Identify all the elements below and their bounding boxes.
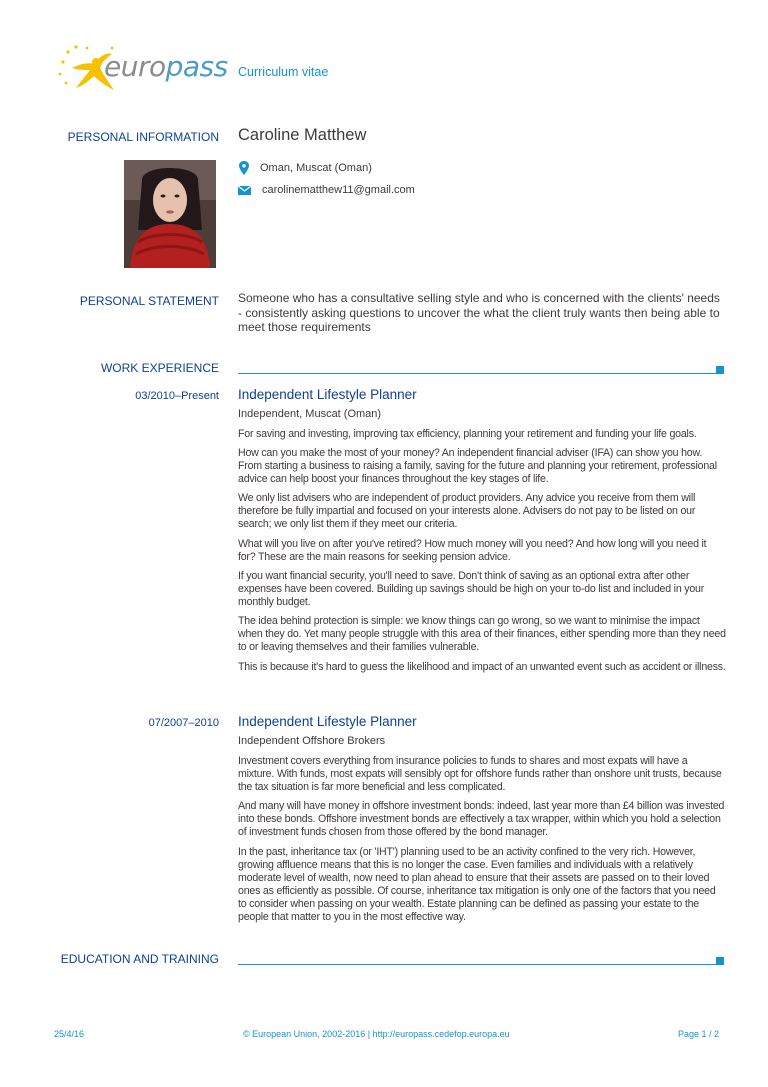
personal-information-label: PERSONAL INFORMATION — [67, 130, 219, 144]
job-description-paragraph: And many will have money in offshore investment bonds: indeed, last year more than £4 billion was invested into these bonds. Offshore investment bonds are effectively a tax wrapper, within which you hold a selection of investment funds chosen from those offered by the bond manager. — [238, 800, 725, 838]
personal-statement-text: Someone who has a consultative selling style and who is concerned with the clients' needs - consistently asking questions to uncover the what the client truly wants then being able to meet those requirements — [238, 291, 720, 334]
education-training-label: EDUCATION AND TRAINING — [60, 952, 219, 966]
email-envelope-icon — [238, 183, 254, 197]
section-divider — [238, 964, 716, 965]
job-description-paragraph: What will you live on after you've retired? How much money will you need? And how long will you need it for? These are the main reasons for seeking pension advice. — [238, 538, 707, 563]
email-link[interactable]: carolinematthew11@gmail.com — [262, 184, 415, 196]
footer-copyright[interactable]: © European Union, 2002-2016 | http://europass.cedefop.europa.eu — [243, 1029, 510, 1039]
job-description-paragraph: The idea behind protection is simple: we know things can go wrong, so we want to minimise the impact when they do. Yet many people struggle with this area of their finances, either spending more than they need to or leaving themselves and their families vulnerable. — [238, 615, 726, 653]
job-description-paragraph: Investment covers everything from insurance policies to funds to shares and most expats will have a mixture. With funds, most expats will sensibly opt for offshore funds rather than onshore unit trusts, because the tax situation is far more beneficial and less complicated. — [238, 755, 722, 793]
job-description-paragraph: We only list advisers who are independent of product providers. Any advice you receive from them will therefore be fully impartial and focused on your interests alone. Advisers do not pay to be listed on our search; we only list them if they meet our criteria. — [238, 492, 696, 530]
location-row — [238, 161, 372, 175]
job-date: 07/2007–2010 — [148, 717, 219, 729]
document-type: Curriculum vitae — [238, 65, 329, 79]
location-text: Oman, Muscat (Oman) — [260, 162, 372, 174]
location-pin-icon — [238, 161, 254, 175]
work-experience-label: WORK EXPERIENCE — [100, 361, 219, 375]
job-title: Independent Lifestyle Planner — [238, 387, 417, 402]
footer-page-number: Page 1 / 2 — [678, 1029, 720, 1039]
personal-statement-label: PERSONAL STATEMENT — [79, 294, 219, 308]
job-description-paragraph: If you want financial security, you'll need to save. Don't think of saving as an optional extra after other expenses have been covered. Building up savings should be high on your to-do list and included in your monthly budget. — [238, 570, 705, 608]
europass-wordmark: europass — [104, 50, 228, 83]
job-employer: Independent Offshore Brokers — [238, 735, 386, 747]
job-employer: Independent, Muscat (Oman) — [238, 408, 382, 420]
job-date: 03/2010–Present — [135, 390, 219, 402]
footer-date: 25/4/16 — [54, 1029, 85, 1039]
candidate-name: Caroline Matthew — [238, 126, 367, 144]
job-description-paragraph: How can you make the most of your money? An independent financial adviser (IFA) can show you how. From starting a business to raising a family, saving for the future and planning your retirement, professional advice can help boost your finances throughout the key stages of life. — [238, 447, 717, 485]
profile-photo — [124, 160, 216, 268]
job-description-paragraph: This is because it's hard to guess the likelihood and impact of an unwanted event such as accident or illness. — [238, 661, 726, 673]
email-row — [238, 183, 415, 197]
job-description-paragraph: In the past, inheritance tax (or 'IHT') planning used to be an activity confined to the very rich. However, growing affluence means that this is no longer the case. Even families and individuals with a relatively moderate level of wealth, now need to plan ahead to ensure that their assets are passed on to their loved ones as efficiently as possible. Of course, inheritance tax mitigation is only one of the factors that you need to consider when passing on your wealth. Estate planning can be defined as passing your estate to the people that matter to you in the most effective way. — [238, 846, 716, 923]
section-divider — [238, 373, 716, 374]
job-title: Independent Lifestyle Planner — [238, 714, 417, 729]
job-description-paragraph: For saving and investing, improving tax efficiency, planning your retirement and funding your life goals. — [238, 428, 697, 440]
section-divider-marker — [716, 957, 724, 965]
section-divider-marker — [716, 366, 724, 374]
